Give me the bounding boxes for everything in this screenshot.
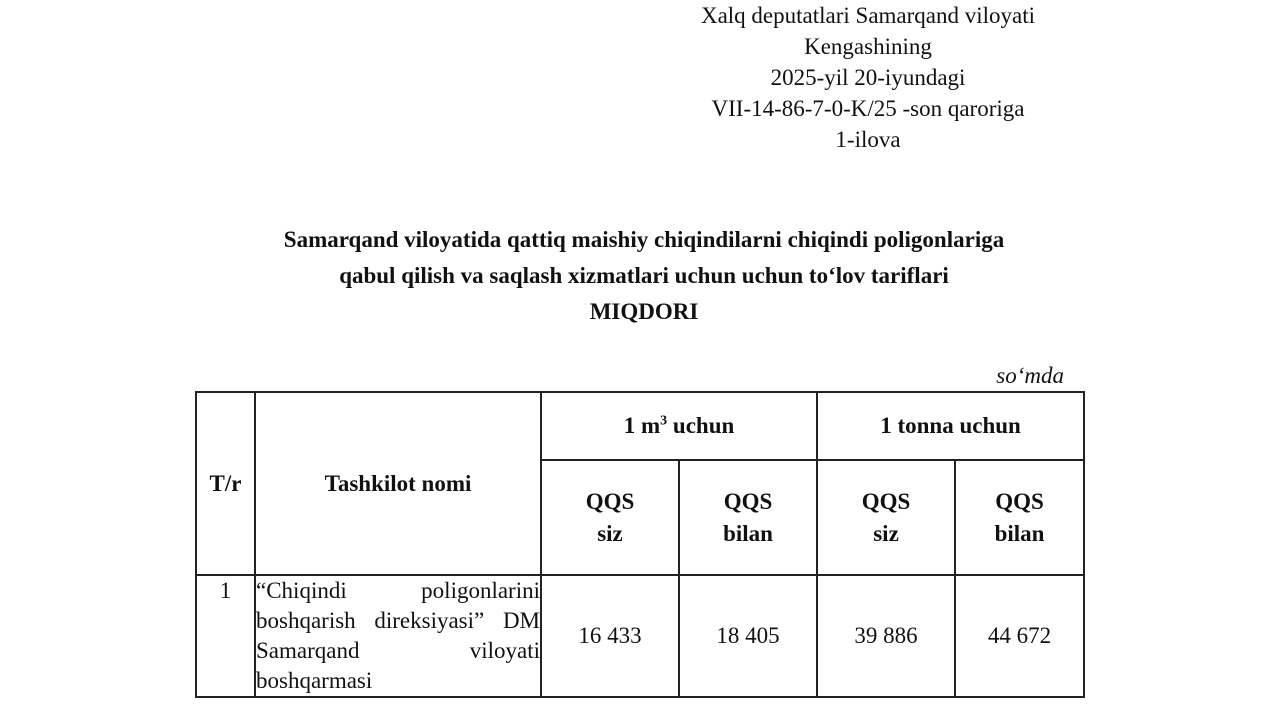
header-m3-with-vat-line1: QQS	[723, 488, 773, 514]
header-per-cubic-meter-prefix: 1 m	[623, 413, 661, 438]
header-per-cubic-meter-suffix: uchun	[667, 413, 735, 438]
approval-line-council-name: Kengashining	[804, 34, 932, 59]
row-m3-without-vat: 16 433	[541, 575, 679, 697]
header-per-cubic-meter-superscript: 3	[660, 413, 668, 429]
header-tonne-without-vat-line1: QQS	[861, 488, 911, 514]
title-line-2: qabul qilish va saqlash xizmatlari uchun uchun to‘lov tariflari	[339, 263, 949, 288]
header-m3-without-vat	[541, 460, 679, 575]
title-line-3: MIQDORI	[589, 299, 699, 324]
table-row	[196, 575, 1084, 697]
header-per-cubic-meter	[541, 392, 817, 460]
header-number: T/r	[196, 392, 255, 575]
header-m3-without-vat-line1: QQS	[585, 488, 635, 514]
header-tonne-with-vat-line2: bilan	[994, 520, 1045, 546]
approval-line-appendix: 1-ilova	[835, 127, 901, 152]
row-tonne-with-vat: 44 672	[955, 575, 1084, 697]
approval-line-decision-number: VII-14-86-7-0-K/25 -son qaroriga	[711, 96, 1025, 121]
header-tonne-without-vat	[817, 460, 955, 575]
header-m3-without-vat-line2: siz	[597, 520, 623, 546]
header-m3-with-vat-line2: bilan	[723, 520, 773, 546]
document-title	[150, 222, 1138, 330]
title-line-1: Samarqand viloyatida qattiq maishiy chiqindilarni chiqindi poligonlariga	[283, 227, 1005, 252]
approval-line-date: 2025-yil 20-iyundagi	[770, 65, 966, 90]
approval-block	[650, 0, 1086, 155]
header-tonne-with-vat-line1: QQS	[995, 488, 1044, 514]
unit-note: so‘mda	[996, 363, 1064, 388]
header-per-tonne: 1 tonna uchun	[817, 392, 1084, 460]
row-m3-with-vat: 18 405	[679, 575, 817, 697]
row-number: 1	[196, 575, 255, 697]
row-tonne-without-vat: 39 886	[817, 575, 955, 697]
header-tonne-without-vat-line2: siz	[873, 520, 899, 546]
approval-line-council: Xalq deputatlari Samarqand viloyati	[700, 3, 1036, 28]
header-organization: Tashkilot nomi	[255, 392, 541, 575]
tariff-table	[195, 391, 1085, 698]
header-tonne-with-vat	[955, 460, 1084, 575]
header-m3-with-vat	[679, 460, 817, 575]
row-organization-name: “Chiqindi poligonlarini boshqarish direksiyasi” DM Samarqand viloyati boshqarmasi	[255, 575, 541, 697]
